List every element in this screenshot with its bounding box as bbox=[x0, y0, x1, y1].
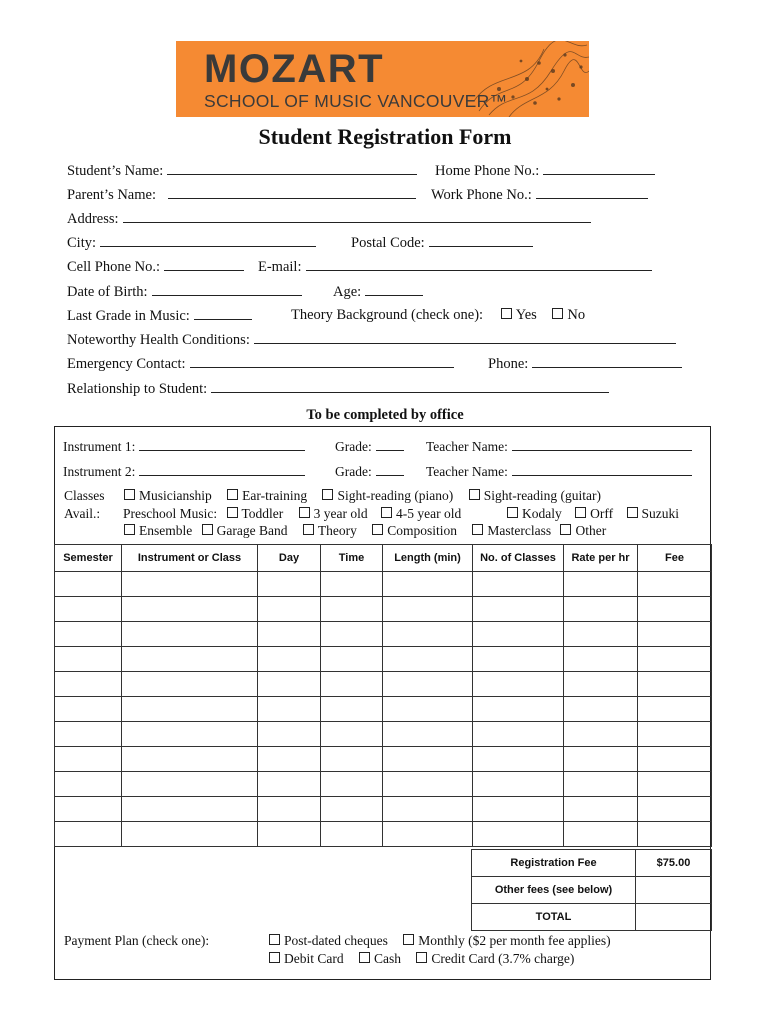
schedule-cell[interactable] bbox=[122, 697, 258, 722]
length-header: Length (min) bbox=[383, 545, 473, 572]
schedule-cell[interactable] bbox=[564, 747, 638, 772]
schedule-cell[interactable] bbox=[383, 572, 473, 597]
student-name-field[interactable] bbox=[167, 162, 417, 175]
garage-band-checkbox[interactable] bbox=[202, 524, 213, 535]
schedule-cell[interactable] bbox=[321, 822, 383, 847]
schedule-cell[interactable] bbox=[473, 597, 564, 622]
schedule-cell[interactable] bbox=[564, 622, 638, 647]
schedule-cell[interactable] bbox=[638, 822, 712, 847]
payment-row-1 bbox=[263, 933, 611, 949]
schedule-cell[interactable] bbox=[638, 622, 712, 647]
theory-label: Theory bbox=[317, 523, 357, 538]
other-fees-row bbox=[472, 877, 712, 904]
schedule-cell[interactable] bbox=[122, 822, 258, 847]
dob-field[interactable] bbox=[152, 283, 302, 296]
age-label: Age: bbox=[333, 284, 362, 300]
schedule-cell[interactable] bbox=[258, 797, 321, 822]
instrument1-field[interactable] bbox=[139, 438, 305, 451]
sight-reading-guitar-label: Sight-reading (guitar) bbox=[483, 488, 602, 503]
schedule-cell[interactable] bbox=[383, 722, 473, 747]
suzuki-label: Suzuki bbox=[641, 506, 680, 521]
emergency-phone-field[interactable] bbox=[532, 355, 682, 368]
schedule-cell[interactable] bbox=[122, 772, 258, 797]
cell-phone-label: Cell Phone No.: bbox=[67, 259, 161, 275]
schedule-cell[interactable] bbox=[638, 772, 712, 797]
other-checkbox[interactable] bbox=[560, 524, 571, 535]
parent-name-row bbox=[67, 186, 416, 204]
health-field[interactable] bbox=[254, 331, 676, 344]
office-section-heading: To be completed by office bbox=[306, 407, 464, 423]
schedule-cell[interactable] bbox=[473, 572, 564, 597]
parent-name-label: Parent’s Name: bbox=[67, 187, 156, 203]
schedule-cell[interactable] bbox=[564, 647, 638, 672]
garage-band-label: Garage Band bbox=[216, 523, 288, 538]
classes-row-2 bbox=[123, 506, 461, 522]
instrument-class-header: Instrument or Class bbox=[122, 545, 258, 572]
home-phone-field[interactable] bbox=[543, 162, 655, 175]
post-dated-cheques-checkbox[interactable] bbox=[269, 934, 280, 945]
relationship-label: Relationship to Student: bbox=[67, 381, 208, 397]
sight-reading-piano-checkbox[interactable] bbox=[322, 489, 333, 500]
fee-header: Fee bbox=[638, 545, 712, 572]
schedule-cell[interactable] bbox=[321, 622, 383, 647]
monthly-label: Monthly ($2 per month fee applies) bbox=[418, 933, 611, 948]
schedule-row bbox=[55, 772, 712, 797]
schedule-cell[interactable] bbox=[55, 597, 122, 622]
schedule-cell[interactable] bbox=[383, 797, 473, 822]
schedule-cell[interactable] bbox=[638, 597, 712, 622]
schedule-cell[interactable] bbox=[564, 822, 638, 847]
schedule-cell[interactable] bbox=[122, 797, 258, 822]
schedule-cell[interactable] bbox=[564, 672, 638, 697]
schedule-cell[interactable] bbox=[55, 697, 122, 722]
grade2-label: Grade: bbox=[335, 464, 372, 479]
health-row bbox=[67, 331, 676, 349]
schedule-cell[interactable] bbox=[638, 572, 712, 597]
city-label: City: bbox=[67, 235, 97, 251]
schedule-cell[interactable] bbox=[258, 697, 321, 722]
orff-label: Orff bbox=[590, 506, 614, 521]
teacher1-field[interactable] bbox=[512, 438, 692, 451]
schedule-row bbox=[55, 672, 712, 697]
payment-plan-label: Payment Plan (check one): bbox=[64, 933, 210, 948]
schedule-cell[interactable] bbox=[638, 747, 712, 772]
semester-header: Semester bbox=[55, 545, 122, 572]
schedule-cell[interactable] bbox=[564, 597, 638, 622]
total-label: TOTAL bbox=[472, 904, 636, 931]
schedule-cell[interactable] bbox=[473, 672, 564, 697]
schedule-cell[interactable] bbox=[55, 772, 122, 797]
schedule-cell[interactable] bbox=[321, 597, 383, 622]
schedule-row bbox=[55, 647, 712, 672]
registration-fee-label: Registration Fee bbox=[472, 850, 636, 877]
schedule-cell[interactable] bbox=[473, 697, 564, 722]
toddler-checkbox[interactable] bbox=[227, 507, 238, 518]
age-field[interactable] bbox=[365, 283, 423, 296]
schedule-cell[interactable] bbox=[55, 797, 122, 822]
grade2-row bbox=[335, 463, 404, 480]
other-label: Other bbox=[575, 523, 607, 538]
address-field[interactable] bbox=[123, 210, 591, 223]
sight-reading-guitar-checkbox[interactable] bbox=[469, 489, 480, 500]
email-row bbox=[258, 258, 652, 276]
schedule-cell[interactable] bbox=[258, 772, 321, 797]
emergency-contact-field[interactable] bbox=[190, 355, 454, 368]
schedule-cell[interactable] bbox=[564, 697, 638, 722]
schedule-cell[interactable] bbox=[473, 797, 564, 822]
schedule-cell[interactable] bbox=[258, 572, 321, 597]
kodaly-label: Kodaly bbox=[522, 506, 562, 521]
schedule-cell[interactable] bbox=[383, 822, 473, 847]
composition-label: Composition bbox=[387, 523, 457, 538]
ear-training-checkbox[interactable] bbox=[227, 489, 238, 500]
schedule-cell[interactable] bbox=[564, 572, 638, 597]
schedule-cell[interactable] bbox=[564, 722, 638, 747]
ensemble-label: Ensemble bbox=[139, 523, 193, 538]
monthly-checkbox[interactable] bbox=[403, 934, 414, 945]
debit-card-label: Debit Card bbox=[284, 951, 344, 966]
form-title: Student Registration Form bbox=[258, 124, 512, 149]
schedule-cell[interactable] bbox=[321, 797, 383, 822]
schedule-cell[interactable] bbox=[122, 597, 258, 622]
instrument2-row bbox=[63, 463, 305, 480]
schedule-cell[interactable] bbox=[258, 622, 321, 647]
four-five-year-old-label: 4-5 year old bbox=[396, 506, 462, 521]
cash-checkbox[interactable] bbox=[359, 952, 370, 963]
theory-yes-checkbox[interactable] bbox=[501, 308, 512, 319]
last-grade-row bbox=[67, 307, 252, 325]
dob-label: Date of Birth: bbox=[67, 284, 148, 300]
address-label: Address: bbox=[67, 211, 119, 227]
day-header: Day bbox=[258, 545, 321, 572]
email-label: E-mail: bbox=[258, 259, 302, 275]
toddler-label: Toddler bbox=[241, 506, 284, 521]
suzuki-checkbox[interactable] bbox=[627, 507, 638, 518]
musicianship-label: Musicianship bbox=[139, 488, 212, 503]
schedule-cell[interactable] bbox=[321, 672, 383, 697]
totals-table bbox=[471, 849, 712, 931]
classes-row-3 bbox=[118, 523, 606, 539]
debit-card-checkbox[interactable] bbox=[269, 952, 280, 963]
schedule-cell[interactable] bbox=[321, 747, 383, 772]
composition-checkbox[interactable] bbox=[372, 524, 383, 535]
schedule-cell[interactable] bbox=[55, 722, 122, 747]
schedule-cell[interactable] bbox=[321, 647, 383, 672]
schedule-cell[interactable] bbox=[383, 647, 473, 672]
schedule-cell[interactable] bbox=[638, 722, 712, 747]
school-logo bbox=[176, 41, 589, 117]
schedule-cell[interactable] bbox=[383, 747, 473, 772]
schedule-cell[interactable] bbox=[473, 772, 564, 797]
work-phone-label: Work Phone No.: bbox=[431, 187, 532, 203]
schedule-cell[interactable] bbox=[383, 597, 473, 622]
music-notes-decoration-icon bbox=[469, 41, 589, 117]
emergency-contact-label: Emergency Contact: bbox=[67, 356, 186, 372]
schedule-row bbox=[55, 722, 712, 747]
theory-yes-label: Yes bbox=[515, 307, 537, 323]
last-grade-field[interactable] bbox=[194, 307, 252, 320]
relationship-field[interactable] bbox=[211, 380, 609, 393]
instrument2-label: Instrument 2: bbox=[63, 464, 136, 479]
credit-card-label: Credit Card (3.7% charge) bbox=[431, 951, 575, 966]
work-phone-field[interactable] bbox=[536, 186, 648, 199]
emergency-phone-row bbox=[488, 355, 682, 373]
schedule-cell[interactable] bbox=[473, 622, 564, 647]
schedule-table bbox=[54, 544, 712, 847]
schedule-cell[interactable] bbox=[258, 747, 321, 772]
age-row bbox=[333, 283, 423, 301]
postal-code-label: Postal Code: bbox=[351, 235, 425, 251]
registration-fee-row bbox=[472, 850, 712, 877]
schedule-cell[interactable] bbox=[258, 822, 321, 847]
last-grade-label: Last Grade in Music: bbox=[67, 308, 190, 324]
cell-phone-row bbox=[67, 258, 244, 276]
schedule-cell[interactable] bbox=[564, 772, 638, 797]
work-phone-row bbox=[431, 186, 648, 204]
parent-name-field[interactable] bbox=[168, 186, 416, 199]
rate-header: Rate per hr bbox=[564, 545, 638, 572]
schedule-row bbox=[55, 597, 712, 622]
schedule-cell[interactable] bbox=[122, 672, 258, 697]
schedule-cell[interactable] bbox=[55, 572, 122, 597]
health-label: Noteworthy Health Conditions: bbox=[67, 332, 250, 348]
kodaly-checkbox[interactable] bbox=[507, 507, 518, 518]
logo-subtitle: SCHOOL OF MUSIC VANCOUVER™ bbox=[204, 91, 508, 111]
schedule-row bbox=[55, 697, 712, 722]
schedule-cell[interactable] bbox=[122, 622, 258, 647]
schedule-row bbox=[55, 622, 712, 647]
schedule-cell[interactable] bbox=[321, 772, 383, 797]
post-dated-cheques-label: Post-dated cheques bbox=[284, 933, 388, 948]
grade1-row bbox=[335, 438, 404, 455]
avail-label: Avail.: bbox=[64, 506, 101, 521]
theory-no-label: No bbox=[567, 307, 586, 323]
teacher2-field[interactable] bbox=[512, 463, 692, 476]
schedule-cell[interactable] bbox=[383, 622, 473, 647]
schedule-cell[interactable] bbox=[321, 722, 383, 747]
schedule-cell[interactable] bbox=[638, 797, 712, 822]
teacher2-label: Teacher Name: bbox=[426, 464, 508, 479]
logo-title: MOZART bbox=[204, 47, 385, 91]
theory-no-checkbox[interactable] bbox=[552, 308, 563, 319]
schedule-row bbox=[55, 822, 712, 847]
total-row bbox=[472, 904, 712, 931]
grade1-field[interactable] bbox=[376, 438, 404, 451]
schedule-cell[interactable] bbox=[638, 672, 712, 697]
relationship-row bbox=[67, 380, 609, 398]
sight-reading-piano-label: Sight-reading (piano) bbox=[337, 488, 454, 503]
schedule-body bbox=[55, 572, 712, 847]
cell-phone-field[interactable] bbox=[164, 258, 244, 271]
classes-label: Classes bbox=[64, 488, 105, 503]
schedule-cell[interactable] bbox=[258, 722, 321, 747]
time-header: Time bbox=[321, 545, 383, 572]
schedule-cell[interactable] bbox=[122, 647, 258, 672]
schedule-cell[interactable] bbox=[564, 797, 638, 822]
schedule-cell[interactable] bbox=[638, 647, 712, 672]
schedule-cell[interactable] bbox=[383, 697, 473, 722]
schedule-cell[interactable] bbox=[383, 772, 473, 797]
schedule-cell[interactable] bbox=[55, 672, 122, 697]
schedule-cell[interactable] bbox=[473, 722, 564, 747]
address-row bbox=[67, 210, 591, 228]
preschool-label: Preschool Music: bbox=[123, 506, 218, 521]
payment-row-2 bbox=[263, 951, 574, 967]
dob-row bbox=[67, 283, 302, 301]
schedule-header-row bbox=[55, 545, 712, 572]
student-name-label: Student’s Name: bbox=[67, 163, 164, 179]
theory-background-label: Theory Background (check one): bbox=[291, 307, 484, 323]
schedule-cell[interactable] bbox=[321, 697, 383, 722]
student-name-row bbox=[67, 162, 417, 180]
other-fees-label: Other fees (see below) bbox=[472, 877, 636, 904]
schedule-row bbox=[55, 572, 712, 597]
schedule-row bbox=[55, 797, 712, 822]
classes-row-1 bbox=[118, 488, 601, 504]
home-phone-row bbox=[435, 162, 655, 180]
grade2-field[interactable] bbox=[376, 463, 404, 476]
credit-card-checkbox[interactable] bbox=[416, 952, 427, 963]
schedule-row bbox=[55, 747, 712, 772]
schedule-cell[interactable] bbox=[473, 822, 564, 847]
schedule-cell[interactable] bbox=[55, 647, 122, 672]
four-five-year-old-checkbox[interactable] bbox=[381, 507, 392, 518]
schedule-cell[interactable] bbox=[258, 597, 321, 622]
schedule-cell[interactable] bbox=[122, 747, 258, 772]
musicianship-checkbox[interactable] bbox=[124, 489, 135, 500]
teacher1-row bbox=[426, 438, 692, 455]
total-value[interactable] bbox=[636, 904, 712, 931]
ear-training-label: Ear-training bbox=[242, 488, 308, 503]
emergency-phone-label: Phone: bbox=[488, 356, 529, 372]
schedule-cell[interactable] bbox=[55, 622, 122, 647]
three-year-old-label: 3 year old bbox=[313, 506, 368, 521]
three-year-old-checkbox[interactable] bbox=[299, 507, 310, 518]
schedule-cell[interactable] bbox=[473, 747, 564, 772]
city-field[interactable] bbox=[100, 234, 316, 247]
schedule-cell[interactable] bbox=[55, 747, 122, 772]
instrument1-label: Instrument 1: bbox=[63, 439, 136, 454]
schedule-cell[interactable] bbox=[383, 672, 473, 697]
theory-checkbox[interactable] bbox=[303, 524, 314, 535]
postal-code-row bbox=[351, 234, 533, 252]
classes-row-2-right bbox=[501, 506, 679, 522]
masterclass-checkbox[interactable] bbox=[472, 524, 483, 535]
home-phone-label: Home Phone No.: bbox=[435, 163, 540, 179]
teacher1-label: Teacher Name: bbox=[426, 439, 508, 454]
emergency-row bbox=[67, 355, 454, 373]
cash-label: Cash bbox=[374, 951, 401, 966]
instrument2-field[interactable] bbox=[139, 463, 305, 476]
postal-code-field[interactable] bbox=[429, 234, 533, 247]
city-row bbox=[67, 234, 316, 252]
schedule-cell[interactable] bbox=[122, 572, 258, 597]
masterclass-label: Masterclass bbox=[487, 523, 552, 538]
registration-fee-value: $75.00 bbox=[636, 850, 712, 877]
schedule-cell[interactable] bbox=[258, 672, 321, 697]
instrument1-row bbox=[63, 438, 305, 455]
teacher2-row bbox=[426, 463, 692, 480]
schedule-cell[interactable] bbox=[258, 647, 321, 672]
schedule-cell[interactable] bbox=[122, 722, 258, 747]
grade1-label: Grade: bbox=[335, 439, 372, 454]
orff-checkbox[interactable] bbox=[575, 507, 586, 518]
schedule-cell[interactable] bbox=[638, 697, 712, 722]
num-classes-header: No. of Classes bbox=[473, 545, 564, 572]
schedule-cell[interactable] bbox=[321, 572, 383, 597]
email-field[interactable] bbox=[306, 258, 652, 271]
ensemble-checkbox[interactable] bbox=[124, 524, 135, 535]
theory-background-row bbox=[291, 307, 585, 324]
schedule-cell[interactable] bbox=[473, 647, 564, 672]
other-fees-value[interactable] bbox=[636, 877, 712, 904]
schedule-cell[interactable] bbox=[55, 822, 122, 847]
